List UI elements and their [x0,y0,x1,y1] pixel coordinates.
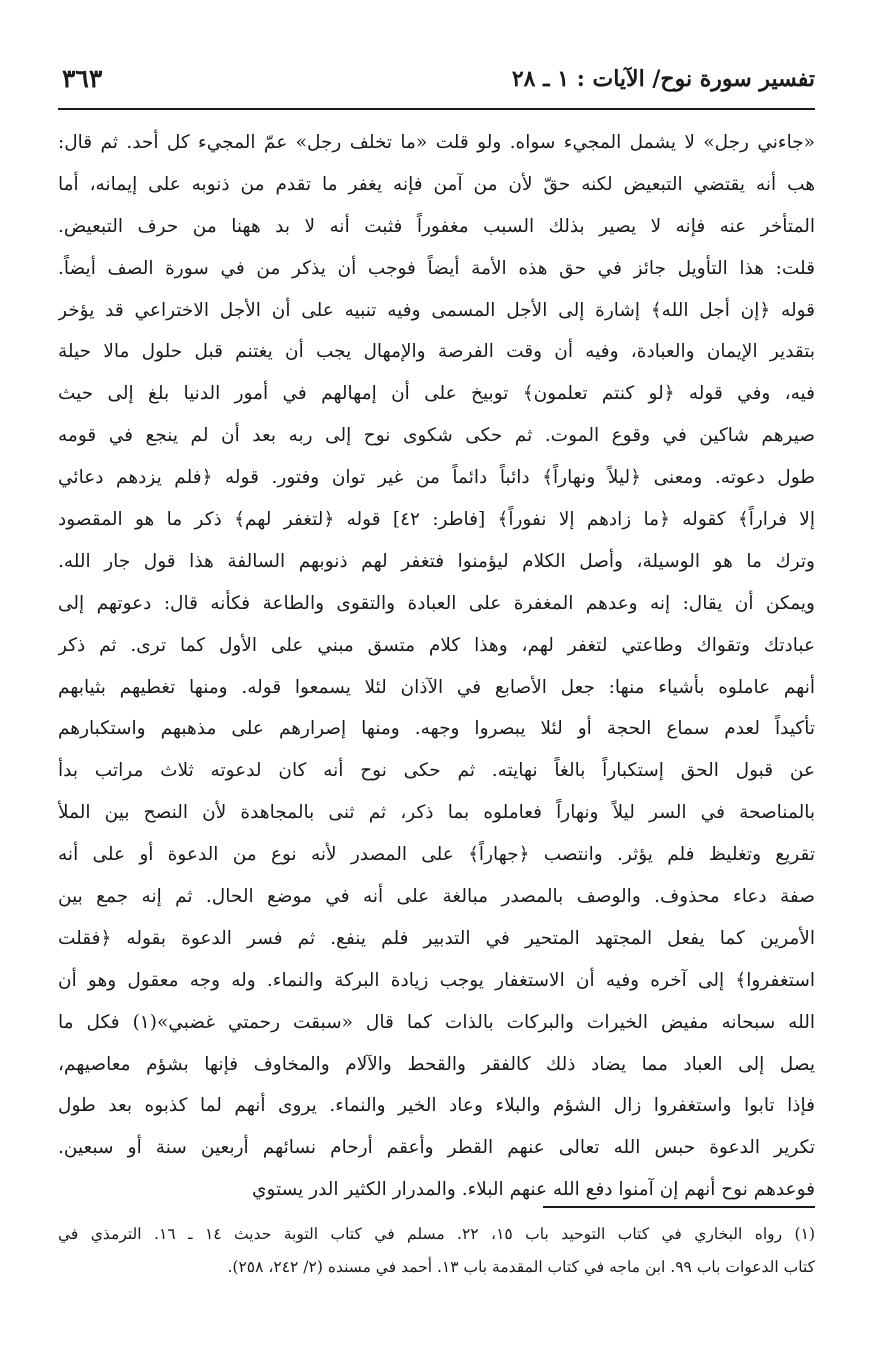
text-line: المتأخر عنه فإنه لا يصير بذلك السبب مغفوراً فثبت أنه لا بد ههنا من حرف التبعيض. [58,215,815,237]
page-header [58,62,815,110]
text-line: استغفروا﴾ إلى آخره وفيه أن الاستغفار يوجب زيادة البركة والنماء. وله وجه معقول وهو أن [58,969,815,991]
footnotes [58,1218,815,1284]
text-line: أنهم عاملوه بأشياء منها: جعل الأصابع في الآذان لئلا يسمعوا قوله. ومنها تغطيهم بثيابهم [58,676,815,698]
text-line: بالمناصحة في السر ليلاً ونهاراً فعاملوه بما ذكر، ثم ثنى بالمجاهدة لأن النصح بين الملأ [58,802,815,824]
text-line: وترك ما هو الوسيلة، وأصل الكلام ليؤمنوا فتغفر لهم ذنوبهم السالفة هذا قول جار الله. [58,550,815,572]
text-line: طول دعوته. ومعنى ﴿ليلاً ونهاراً﴾ دائباً دائماً من غير توان وفتور. قوله ﴿فلم يزدهم دعائي [58,467,815,489]
text-line: هب أنه يقتضي التبعيض لكنه حقّ لأن من آمن فإنه يغفر ما تقدم من ذنوبه على إيمانه، أما [58,173,815,195]
text-line: فوعدهم نوح أنهم إن آمنوا دفع الله عنهم البلاء. والمدرار الكثير الدر يستوي [252,1179,815,1201]
text-line: «جاءني رجل» لا يشمل المجيء سواه. ولو قلت «ما تخلف رجل» عمّ المجيء كل أحد. ثم قال: [58,132,815,153]
text-line: ويمكن أن يقال: إنه وعدهم المغفرة على العبادة والتقوى والطاعة فكأنه قال: دعوتهم إلى [58,592,815,614]
text-line: تقريع وتغليظ فلم يؤثر. وانتصب ﴿جهاراً﴾ على المصدر لأنه نوع من الدعوة أو على أنه [58,844,815,866]
footnote-line: كتاب الدعوات باب ٩٩. ابن ماجه في كتاب المقدمة باب ١٣. أحمد في مسنده (٢/ ٢٤٢، ٢٥٨). [227,1258,815,1276]
text-line: عبادتك وتقواك وطاعتي لتغفر لهم، وهذا كلام متسق مبني على الأول كما ترى. ثم ذكر [58,634,815,656]
text-line: صيرهم شاكين في وقوع الموت. ثم حكى شكوى نوح إلى ربه بعد أن لم ينجع في قومه [58,425,815,447]
text-line: بتقدير الإيمان والعبادة، وفيه أن وقت الفرصة والإمهال يجب أن يغتنم قبل حلول مالا حيلة [58,341,815,363]
running-title: تفسير سورة نوح/ الآيات : ١ ـ ٢٨ [511,66,815,92]
footnote-line: (١) رواه البخاري في كتاب التوحيد باب ١٥، ٢٢. مسلم في كتاب التوبة حديث ١٤ ـ ١٦. الترمذي في [58,1225,815,1243]
text-line: الله سبحانه مفيض الخيرات والبركات بالذات كما قال «سبقت رحمتي غضبي»(١) فكل ما [58,1011,815,1033]
text-line: تكرير الدعوة حبس الله تعالى عنهم القطر وأعقم أرحام نسائهم أربعين سنة أو سبعين. [58,1137,815,1159]
text-line: قلت: هذا التأويل جائز في حق هذه الأمة أيضاً فوجب أن يذكر من في سورة الصف أيضاً. [58,257,815,279]
text-line: إلا فراراً﴾ كقوله ﴿ما زادهم إلا نفوراً﴾ [فاطر: ٤٢] قوله ﴿لتغفر لهم﴾ ذكر ما هو المقصود [58,509,815,531]
text-line: الأمرين كما يفعل المجتهد المتحير في التدبير فلم ينفع. ثم فسر الدعوة بقوله ﴿فقلت [58,927,815,949]
main-text [58,122,815,1211]
text-line: صفة دعاء محذوف. والوصف بالمصدر مبالغة على أنه في موضع الحال. ثم إنه جمع بين [58,886,815,908]
footnote-separator [543,1206,815,1208]
text-line: يصل إلى العباد مما يضاد ذلك كالفقر والقحط والآلام والمخاوف فإنها بشؤم معاصيهم، [58,1053,815,1075]
page-number: ٣٦٣ [62,64,103,93]
text-line: تأكيداً لعدم سماع الحجة أو لئلا يبصروا وجهه. ومنها إصرارهم على مذهبهم واستكبارهم [58,718,815,740]
text-line: قوله ﴿إن أجل الله﴾ إشارة إلى الأجل المسمى وفيه تنبيه على أن الأجل الاختراعي قد يؤخر [58,299,815,321]
text-line: عن قبول الحق إستكباراً بالغاً نهايته. ثم حكى نوح أنه كان لدعوته ثلاث مراتب بدأ [58,760,815,782]
text-line: فيه، وفي قوله ﴿لو كنتم تعلمون﴾ توبيخ على أن إمهالهم في أمور الدنيا بلغ إلى حيث [58,383,815,405]
text-line: فإذا تابوا واستغفروا زال الشؤم والبلاء وعاد الخير والنماء. يروى أنهم لما كذبوه بعد طول [58,1095,815,1117]
